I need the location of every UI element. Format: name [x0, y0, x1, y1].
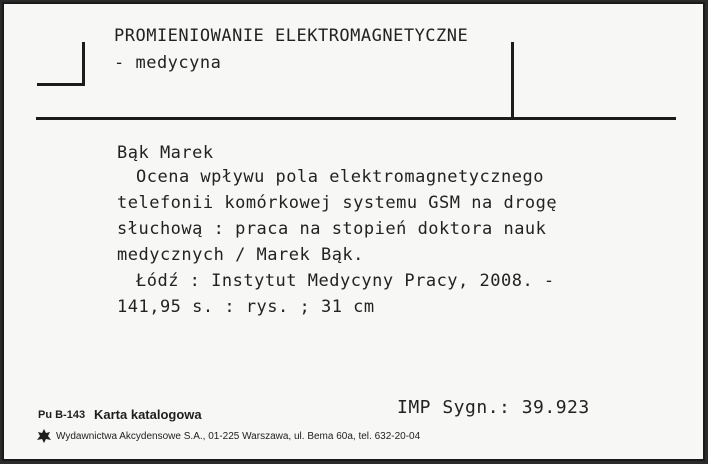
publisher-line: Wydawnictwa Akcydensowe S.A., 01-225 Warszawa, ul. Bema 60a, tel. 632-20-04 [56, 431, 421, 442]
title-line-3: słuchową : praca na stopień doktora nauk [117, 219, 547, 239]
author-entry: Bąk Marek [117, 143, 214, 163]
title-line-2: telefonii komórkowej systemu GSM na drogę [117, 193, 558, 213]
title-line-1: Ocena wpływu pola elektromagnetycznego [136, 167, 544, 187]
catalog-card [2, 2, 705, 461]
call-number: IMP Sygn.: 39.923 [397, 397, 590, 418]
corner-mark-horizontal [37, 83, 85, 86]
title-line-4: medycznych / Marek Bąk. [117, 245, 364, 265]
publisher-logo-icon [36, 428, 52, 444]
form-name: Karta katalogowa [94, 407, 202, 422]
imprint-line: Łódź : Instytut Medycyny Pracy, 2008. - [136, 271, 555, 291]
heading-divider-horizontal [36, 117, 676, 120]
heading-divider-vertical [511, 42, 514, 118]
extent-line: 141,95 s. : rys. ; 31 cm [117, 297, 375, 317]
corner-mark-vertical [82, 42, 85, 86]
form-code: Pu B-143 [38, 409, 86, 421]
subject-subdivision: - medycyna [114, 53, 222, 73]
subject-heading: PROMIENIOWANIE ELEKTROMAGNETYCZNE [114, 26, 469, 46]
